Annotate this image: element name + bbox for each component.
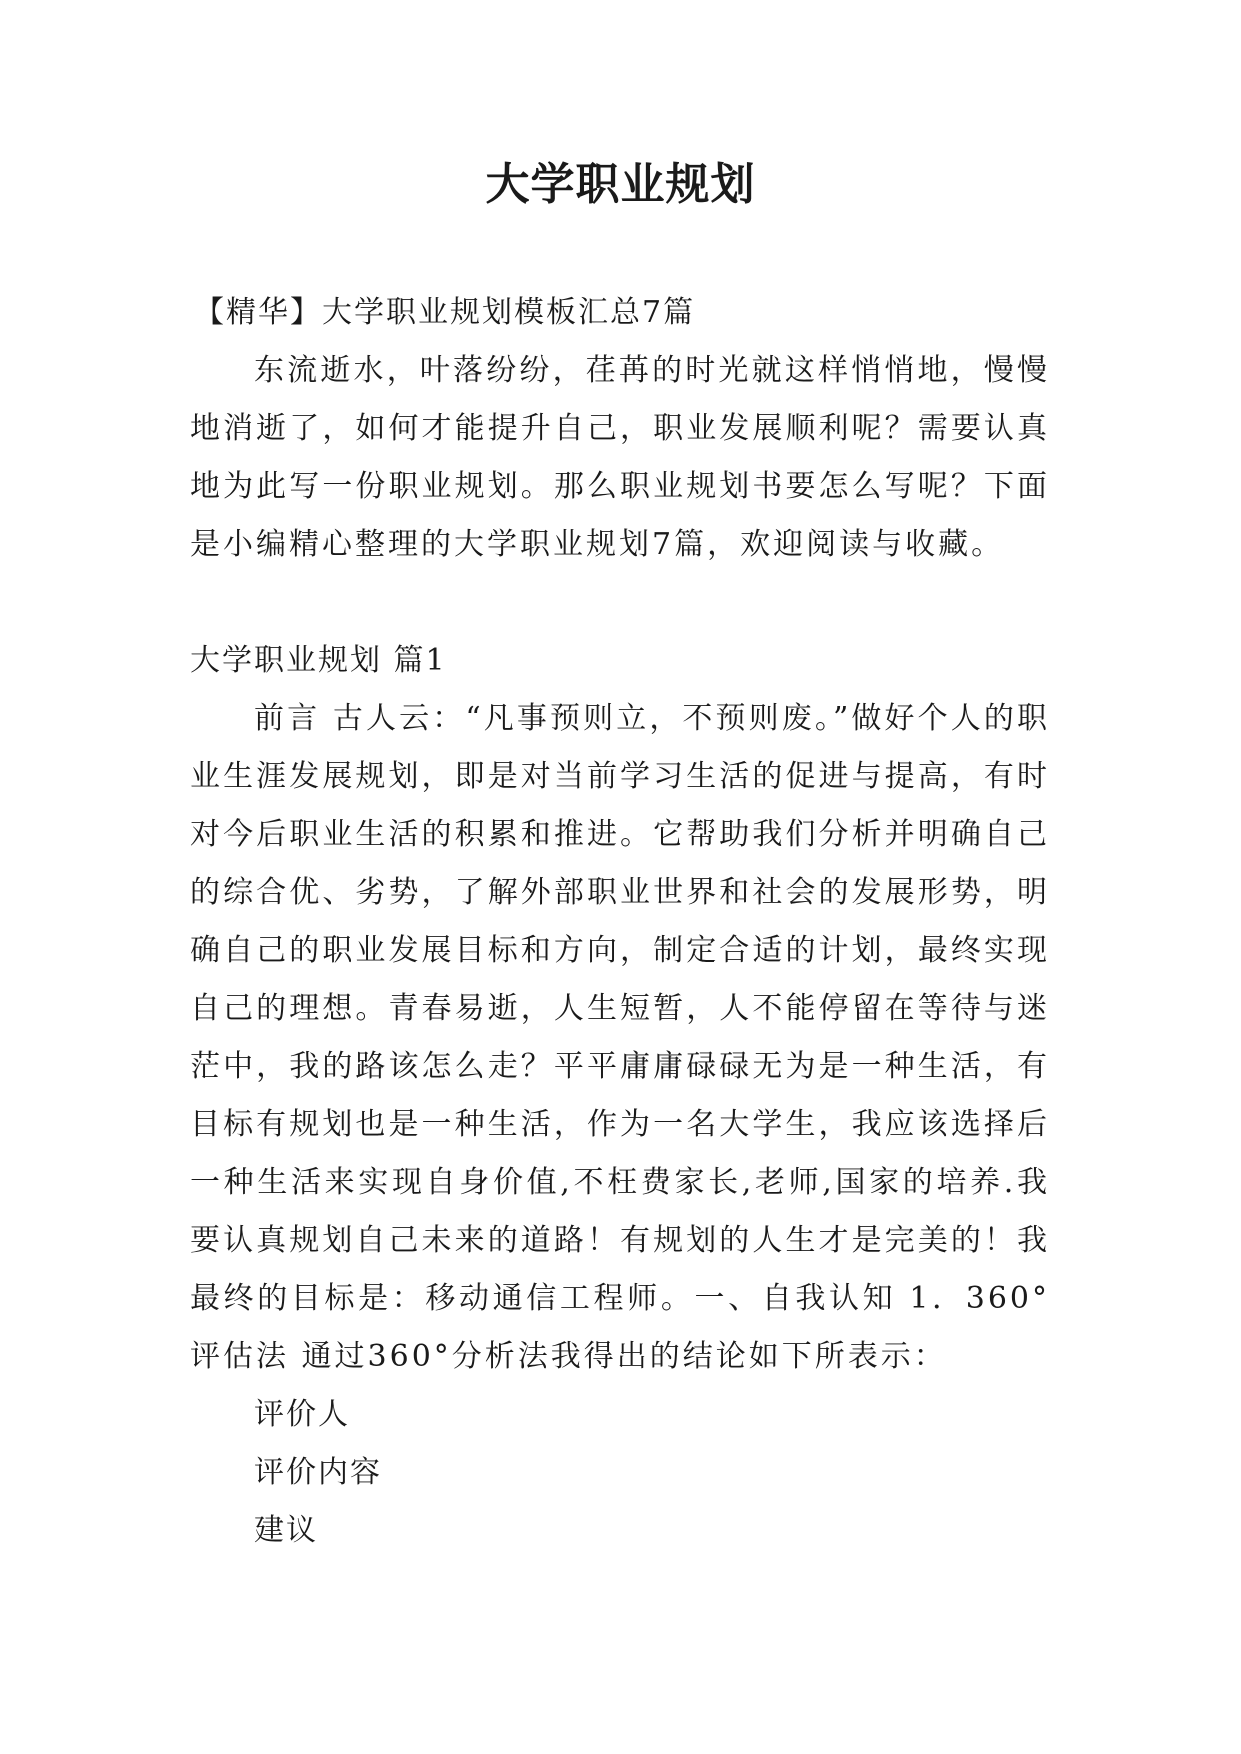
list-item-content: 评价内容 (254, 1455, 382, 1490)
document-subtitle: 【精华】大学职业规划模板汇总7篇 (194, 295, 696, 330)
paragraph-gap (190, 574, 1050, 632)
section-heading: 大学职业规划 篇1 (190, 643, 447, 678)
intro-paragraph: 东流逝水，叶落纷纷，荏苒的时光就这样悄悄地，慢慢地消逝了，如何才能提升自己，职业发展顺利呢？需要认真地为此写一份职业规划。那么职业规划书要怎么写呢？下面是小编精心整理的大学职业规划7篇，欢迎阅读与收藏。 (190, 353, 1050, 562)
section-paragraph: 前言 古人云：“凡事预则立，不预则废。”做好个人的职业生涯发展规划，即是对当前学习生活的促进与提高，有时对今后职业生活的积累和推进。它帮助我们分析并明确自己的综合优、劣势，了解外部职业世界和社会的发展形势，明确自己的职业发展目标和方向，制定合适的计划，最终实现自己的理想。青春易逝，人生短暂，人不能停留在等待与迷茫中，我的路该怎么走？平平庸庸碌碌无为是一种生活，有目标有规划也是一种生活，作为一名大学生，我应该选择后一种生活来实现自身价值,不枉费家长,老师,国家的培养.我要认真规划自己未来的道路！有规划的人生才是完美的！我最终的目标是：移动通信工程师。一、自我认知 1．360°评估法 通过360°分析法我得出的结论如下所表示： (190, 701, 1050, 1374)
list-item-suggestion: 建议 (254, 1513, 318, 1548)
document-body (190, 284, 1050, 1560)
list-item-reviewer: 评价人 (254, 1397, 350, 1432)
document-title: 大学职业规划 (485, 159, 756, 210)
